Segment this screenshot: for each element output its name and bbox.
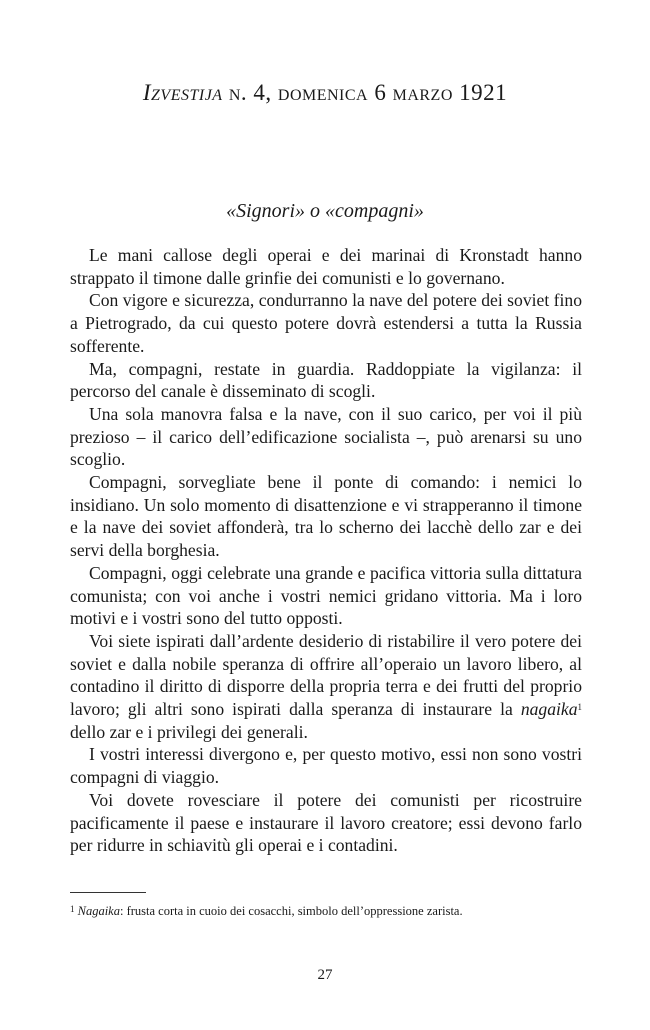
header-journal-name: Izvestija <box>142 80 223 105</box>
paragraph: Compagni, oggi celebrate una grande e pacifica vittoria sulla dittatura comunista; con voi anche i vostri nemici gridano vittoria. Ma i loro motivi e i vostri sono del tutto opposti. <box>70 562 582 629</box>
footnote-term: Nagaika <box>77 904 120 918</box>
footnote <box>70 903 582 919</box>
italic-term: nagaika <box>520 699 578 720</box>
paragraph: I vostri interessi divergono e, per questo motivo, essi non sono vostri compagni di viaggio. <box>70 744 582 788</box>
paragraph <box>70 630 582 744</box>
footnote-text: : frusta corta in cuoio dei cosacchi, simbolo dell’oppressione zarista. <box>119 904 463 918</box>
paragraph-text: Voi siete ispirati dall’ardente desiderio di ristabilire il vero potere dei soviet e dalla nobile speranza di offrire all’operaio un lavoro libero, al contadino il diritto di disporre della propria terra e dei frutti del proprio lavoro; gli altri sono ispirati dalla speranza di instaurare la <box>70 630 582 720</box>
footnote-ref: 1 <box>577 702 582 713</box>
paragraph: Ma, compagni, restate in guardia. Raddoppiate la vigilanza: il percorso del canale è disseminato di scogli. <box>70 358 582 402</box>
paragraph: Una sola manovra falsa e la nave, con il suo carico, per voi il più prezioso – il carico dell’edificazione socialista –, può arenarsi su uno scoglio. <box>70 403 582 470</box>
paragraph: Le mani callose degli operai e dei marinai di Kronstadt hanno strappato il timone dalle grinfie dei comunisti e lo governano. <box>70 245 582 288</box>
footnote-number: 1 <box>70 904 75 914</box>
paragraph: Con vigore e sicurezza, condurranno la nave del potere dei soviet fino a Pietrogrado, da cui questo potere dovrà estendersi a tutta la Russia sofferente. <box>70 290 582 356</box>
header-issue-date: n. 4, domenica 6 marzo 1921 <box>222 80 508 105</box>
page-number: 27 <box>317 967 333 983</box>
paragraph: Voi dovete rovesciare il potere dei comunisti per ricostruire pacificamente il paese e instaurare il lavoro creatore; essi devono farlo per ridurre in schiavitù gli operai e i contadini. <box>70 789 582 856</box>
footnote-separator <box>70 892 146 893</box>
paragraph: Compagni, sorvegliate bene il ponte di comando: i nemici lo insidiano. Un solo momento di disattenzione e vi strapperanno il timone e la nave dei soviet affonderà, tra lo scherno dei lacchè dello zar e dei servi della borghesia. <box>70 472 582 561</box>
article-title: «Signori» o «compagni» <box>226 200 424 222</box>
paragraph-text: dello zar e i privilegi dei generali. <box>70 721 308 742</box>
running-header <box>0 80 650 106</box>
article-body <box>70 244 582 857</box>
